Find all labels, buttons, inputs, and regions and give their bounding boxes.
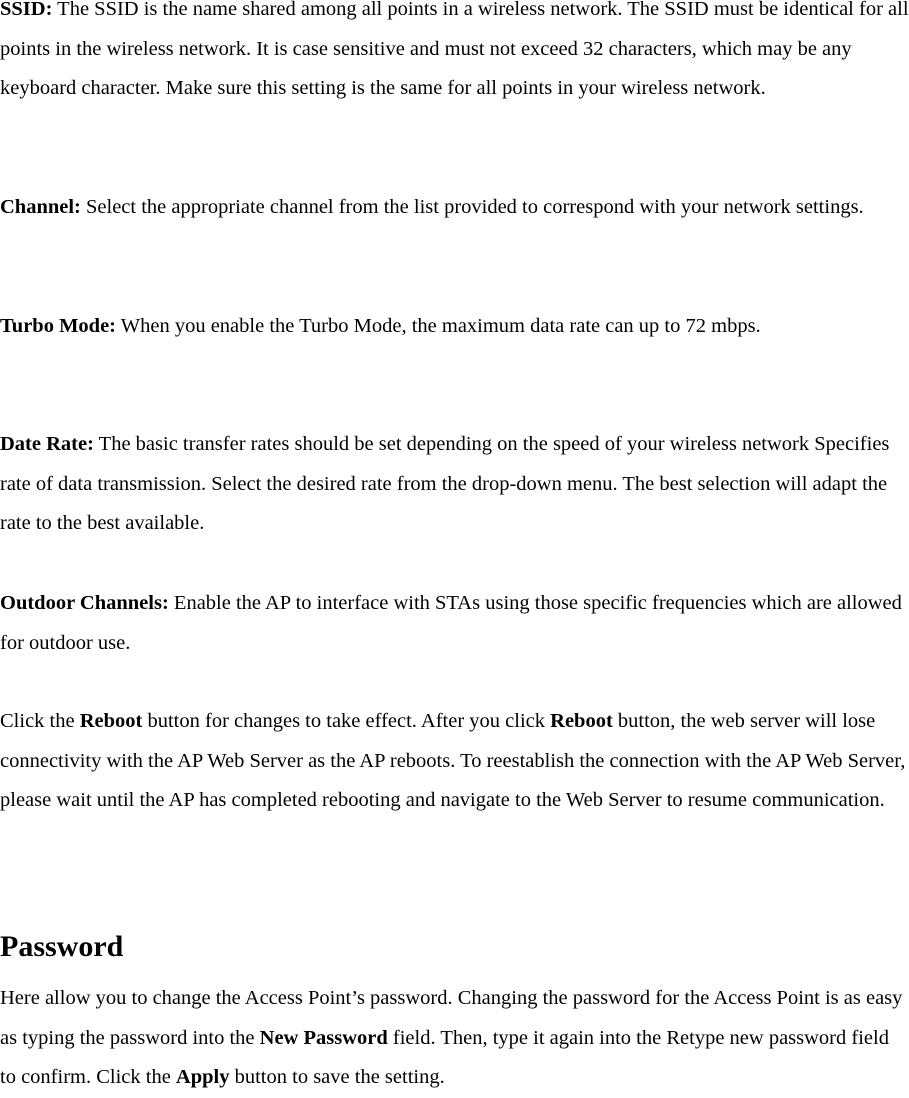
password-text-3: button to save the setting. — [229, 1066, 445, 1089]
reboot-term-2: Reboot — [550, 710, 613, 732]
ssid-term: SSID: — [0, 0, 53, 20]
turbo-mode-description: When you enable the Turbo Mode, the maximum data rate can up to 72 mbps. — [116, 315, 761, 337]
turbo-mode-term: Turbo Mode: — [0, 315, 116, 337]
turbo-mode-paragraph — [0, 307, 909, 347]
ssid-paragraph — [0, 0, 909, 109]
data-rate-description: The basic transfer rates should be set depending on the speed of your wireless network Specifies rate of data transmission. Select the desired rate from the drop-down menu. The best selection will adapt the rate to the best available. — [0, 433, 890, 535]
data-rate-term: Date Rate: — [0, 433, 94, 455]
password-paragraph — [0, 979, 909, 1098]
password-text-1: Here allow you to change the Access Point’s password. Changing the password for the Access Point is as easy as typing the password into the — [0, 987, 903, 1049]
reboot-text-1: Click the — [0, 710, 80, 732]
apply-term: Apply — [175, 1066, 230, 1089]
data-rate-paragraph — [0, 425, 909, 544]
ssid-description: The SSID is the name shared among all points in a wireless network. The SSID must be identical for all points in the wireless network. It is case sensitive and must not exceed 32 characters, which may be any keyboard character. Make sure this setting is the same for all points in your wireless network. — [0, 0, 909, 100]
reboot-term-1: Reboot — [79, 710, 143, 732]
outdoor-channels-paragraph — [0, 584, 909, 663]
new-password-term: New Password — [259, 1026, 388, 1049]
channel-paragraph — [0, 188, 909, 228]
password-heading: Password — [0, 930, 124, 963]
reboot-text-3: button, the web server will lose connectivity with the AP Web Server as the AP reboots. To reestablish the connection with the AP Web Server, please wait until the AP has completed rebooting and navigate to the Web Server to resume communication. — [0, 710, 906, 812]
channel-term: Channel: — [0, 196, 81, 218]
password-text-2: field. Then, type it again into the Retype new password field to confirm. Click the — [0, 1026, 889, 1089]
channel-description: Select the appropriate channel from the list provided to correspond with your network settings. — [80, 196, 864, 218]
reboot-paragraph — [0, 702, 909, 821]
reboot-text-2: button for changes to take effect. After you click — [142, 710, 551, 732]
outdoor-channels-description: Enable the AP to interface with STAs using those specific frequencies which are allowed for outdoor use. — [0, 592, 902, 654]
outdoor-channels-term: Outdoor Channels: — [0, 592, 169, 614]
